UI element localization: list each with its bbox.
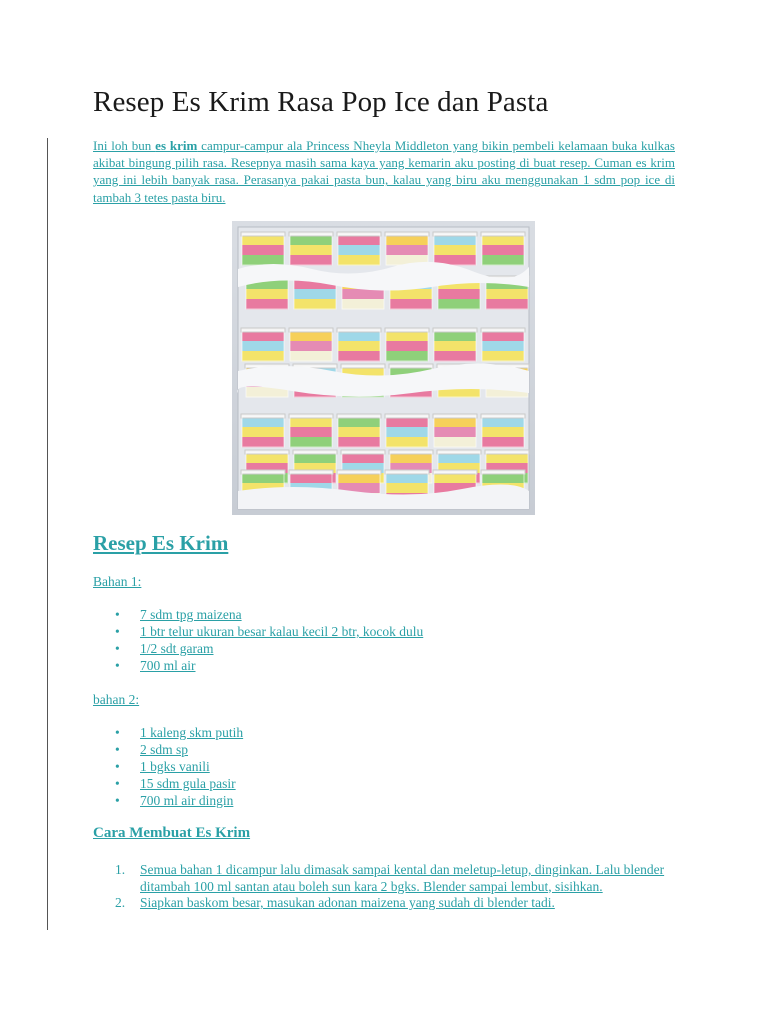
ice-cream-cup — [289, 232, 333, 266]
bahan-1-list — [93, 606, 423, 674]
ice-cream-cup — [385, 414, 429, 448]
list-item[interactable] — [93, 775, 243, 792]
list-item-text: 15 sdm gula pasir — [140, 776, 236, 791]
list-item[interactable] — [93, 657, 423, 674]
list-item-text: 7 sdm tpg maizena — [140, 607, 242, 622]
ice-cream-cup — [337, 232, 381, 266]
bahan-2-label: bahan 2: — [93, 692, 140, 707]
ice-cream-cup — [433, 232, 477, 266]
list-item-text: 1/2 sdt garam — [140, 641, 214, 656]
intro-link-es-krim[interactable]: es krim — [155, 138, 198, 153]
bullet-icon: • — [115, 624, 120, 639]
ice-cream-cup — [337, 414, 381, 448]
ice-cream-cup — [481, 414, 525, 448]
step-number: 2. — [115, 895, 126, 910]
step-item[interactable] — [93, 895, 683, 912]
step-number: 1. — [115, 862, 126, 877]
margin-rule — [47, 138, 48, 930]
ice-cream-cup — [289, 414, 333, 448]
bullet-icon: • — [115, 658, 120, 673]
ice-cream-cup — [481, 232, 525, 266]
bahan-2-list — [93, 724, 243, 809]
list-item-text: 700 ml air dingin — [140, 793, 234, 808]
ice-cream-cup — [433, 328, 477, 362]
ice-cream-cup — [385, 232, 429, 266]
ice-cream-cup — [241, 232, 285, 266]
bullet-icon: • — [115, 793, 120, 808]
list-item-text: 1 bgks vanili — [140, 759, 210, 774]
page-title: Resep Es Krim Rasa Pop Ice dan Pasta — [93, 86, 549, 118]
ice-cream-cup — [385, 328, 429, 362]
step-text: Siapkan baskom besar, masukan adonan maizena yang sudah di blender tadi. — [140, 895, 555, 910]
bahan-1-label: Bahan 1: — [93, 574, 142, 589]
list-item[interactable] — [93, 741, 243, 758]
bullet-icon: • — [115, 607, 120, 622]
bullet-icon: • — [115, 759, 120, 774]
ice-cream-cup — [289, 328, 333, 362]
step-text: Semua bahan 1 dicampur lalu dimasak sampai kental dan meletup-letup, dinginkan. Lalu blender ditambah 100 ml santan atau boleh sun kara 2 bgks. Blender sampai lembut, sisihkan. — [140, 862, 665, 894]
intro-paragraph[interactable] — [93, 137, 675, 206]
list-item[interactable] — [93, 606, 423, 623]
list-item[interactable] — [93, 792, 243, 809]
intro-text-rest: campur-campur ala Princess Nheyla Middleton yang bikin pembeli kelamaan buka kulkas akibat bingung pilih rasa. Resepnya masih sama kaya yang kemarin aku posting di buat resep. Cuman es krim yang ini lebih banyak rasa. Perasanya pakai pasta bun, kalau yang biru aku menggunakan 1 sdm pop ice di tambah 3 tetes pasta biru. — [93, 138, 675, 205]
bullet-icon: • — [115, 641, 120, 656]
ice-cream-cup — [433, 414, 477, 448]
bullet-icon: • — [115, 725, 120, 740]
ice-cream-cup — [481, 328, 525, 362]
list-item[interactable] — [93, 758, 243, 775]
ice-cream-freezer-photo — [232, 221, 535, 515]
ice-cream-cup — [241, 414, 285, 448]
list-item[interactable] — [93, 640, 423, 657]
ice-cream-cup — [337, 328, 381, 362]
section-title[interactable]: Resep Es Krim — [93, 531, 229, 555]
bullet-icon: • — [115, 742, 120, 757]
bullet-icon: • — [115, 776, 120, 791]
list-item[interactable] — [93, 724, 243, 741]
list-item[interactable] — [93, 623, 423, 640]
step-item[interactable] — [93, 862, 683, 895]
list-item-text: 1 btr telur ukuran besar kalau kecil 2 btr, kocok dulu — [140, 624, 424, 639]
list-item-text: 700 ml air — [140, 658, 196, 673]
list-item-text: 1 kaleng skm putih — [140, 725, 244, 740]
steps-list — [93, 862, 683, 912]
intro-text-start: Ini loh bun — [93, 138, 156, 153]
list-item-text: 2 sdm sp — [140, 742, 189, 757]
method-title[interactable]: Cara Membuat Es Krim — [93, 825, 251, 841]
ice-cream-cup — [241, 328, 285, 362]
